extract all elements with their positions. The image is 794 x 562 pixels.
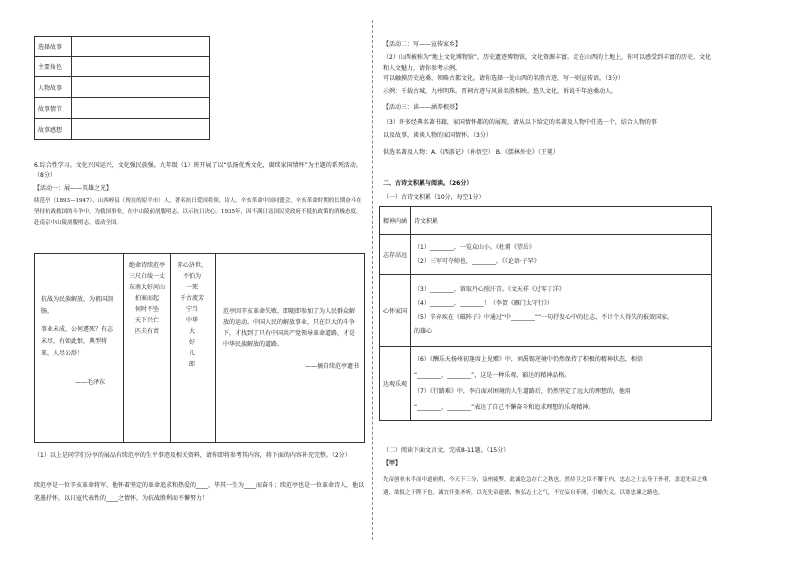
poetry-line: “________，________”表达了自己不懈奋斗和追求理想的乐观精神。 xyxy=(414,403,595,411)
story-row-label: 人物故事 xyxy=(35,77,72,98)
activity1-title: 【活动一：展——英雄之光】 xyxy=(34,185,113,192)
activity3-title: 【活动三：读——涵养根基】 xyxy=(383,104,462,111)
activity3-choices: 供选名著及人物：A.《西游记》（孙悟空） B.《儒林外史》（王冕） xyxy=(383,149,559,156)
poetry-head-label: 精神内涵 xyxy=(380,207,411,235)
story-table xyxy=(34,36,210,140)
poetry-line: （7）《行路难》中，李白面对困境的人生道路后，仍然坚定了远大的理想的，他用 xyxy=(414,387,631,395)
poetry-row-label: 志存高远 xyxy=(380,235,411,275)
panel-mid-left: 绝命诗续范亭 三尺白绫一丈 东南大好河山 拍案而起 何时不坠 天下兴亡 匹夫有责 xyxy=(128,262,165,335)
poetry-table xyxy=(379,206,712,421)
q6-sub1-fill: 续范亭是一位辛亥革命将军、他怀着坚定的革命追求和热爱的____，毕其一生为____而奋斗；续范亭也是一位革命诗人，他以笔墨抒怀，以日寇代表性的____之情怀，为抗战胜利而不懈努力！ xyxy=(34,482,365,502)
panel-mid: 赤心济世， 不怕为 一死 千古流芳 宁当 中华 大 好 儿 郎 xyxy=(176,262,207,368)
passage-jia-label: 【甲】 xyxy=(383,460,402,467)
activity2-example: 示例：千载古城，九州明珠。晋祠古迹与风景名胜相映。悠久文化，诉说千年沧桑动人。 xyxy=(383,88,618,95)
activity2-title: 【活动二：写——宣传家乡】 xyxy=(383,41,462,48)
page-divider xyxy=(372,20,373,540)
activity2-text-2: 可以触摸历史沧桑、领略古都文化。请你选择一处山西的名胜古迹，写一则宣传语。（3分） xyxy=(383,75,624,82)
poetry-line: （5）辛弃疾在《破阵子》中通过“中________”“一句抒发心中的壮志，不计个人得失的报效国家。 xyxy=(414,313,674,321)
story-row-label: 选择故事 xyxy=(35,37,72,57)
story-row-answer[interactable] xyxy=(72,37,210,57)
poetry-line: 的雄心 xyxy=(414,327,433,335)
panel-left-text: 事业未成，公何遽死？有志未尽，有如此恨，典型将来，人尽公辞！ xyxy=(41,326,114,357)
poetry-line: （6）《酬乐天扬州初逢席上见赠》中，刘禹锡逆境中仍然保持了积极的精神状态，相信 xyxy=(414,355,643,363)
poetry-row-content[interactable] xyxy=(411,275,712,347)
q6-sub1: （1）以上是同学们分享的展品有续范亭的生平事迹及相关资料，请你即将参考其内容，将下面的内容补充完整。（2分） xyxy=(34,452,351,459)
exhibit-panel xyxy=(34,253,365,443)
story-row-answer[interactable] xyxy=(72,57,210,77)
panel-right-text: 范亭因辛亥革命失败，即随即参加了为人民群众解放的运动。中国人民的解放事业，只在巨大的斗争下，才找到了只有中国共产党领导革命道路，才是中华民族解放的道路。 xyxy=(223,308,356,348)
activity3-text: （3）许多经典名著书籍，家国情怀都的的展现。请从以下给定的名著及人物中任选一个，结合人物的事 xyxy=(383,119,657,126)
poetry-line: （2）三军可夺帅也，________。《《论语·子罕》 xyxy=(414,257,540,265)
poetry-line: （3）________，留取丹心照汗青。《文天祥《过零丁洋》 xyxy=(414,285,565,293)
panel-right-divider xyxy=(215,254,216,442)
poetry-row-label: 心怀家国 xyxy=(380,275,411,347)
section2-sub1: （一）古诗文积累（10分，每空1分） xyxy=(383,194,485,201)
poetry-row-content[interactable] xyxy=(411,235,712,275)
q6-heading: 6.综合性学习。文化兴国运兴，文化强民族强。九年级（1）班开展了以“弘扬优秀文化，赓续家国情怀”为主题的系列活动。（8分） xyxy=(34,162,362,179)
panel-left-author: ——毛泽东 xyxy=(75,379,106,386)
poetry-line: （1）________，一览众山小。《杜甫《望岳》 xyxy=(414,243,535,251)
story-row-answer[interactable] xyxy=(72,98,210,119)
poetry-row-content[interactable] xyxy=(411,347,712,421)
poetry-row-label: 达观乐观 xyxy=(380,347,411,421)
story-row-answer[interactable] xyxy=(72,119,210,140)
poetry-line: （4）________，________！（李贺《雁门太守行》） xyxy=(414,299,553,307)
panel-left-poem: 抗战为民族解放，为祖国剖肠。 xyxy=(41,296,114,315)
panel-right-author: ——摘自续范亭遗书 xyxy=(305,363,360,370)
section2-title: 二、古诗文积累与阅读。（26分） xyxy=(383,180,473,187)
activity3-text-2: 以及故事，谈谈人物的家国情怀。（3分） xyxy=(383,132,492,139)
story-row-label: 主要角色 xyxy=(35,57,72,77)
passage-jia-text: 先帝创业未半而中道崩殂，今天下三分，益州疲弊，此诚危急存亡之秋也。然侍卫之臣不懈于内，忠志之士忘身于外者，盖追先帝之殊遇，欲报之于陛下也。诚宜开张圣听，以光先帝遗德，恢弘志士之气，不宜妄自菲薄，引喻失义，以塞忠谏之路也。 xyxy=(383,477,708,496)
story-row-label: 故事感想 xyxy=(35,119,72,140)
panel-left xyxy=(35,254,124,442)
poetry-head-content: 诗文积累 xyxy=(411,207,712,235)
poetry-line: “________，________”，这是一种乐观、豁达的精神品格。 xyxy=(414,371,571,379)
section2-sub2: （二）阅读下面文言文，完成8-11题。（15分） xyxy=(383,447,510,454)
activity2-text: （2）山西被称为“地上文化博物馆”，历史遗迹博物馆，文化资源丰富。走在山西的土地上，你可以感受到丰富的历史、文化和人文魅力，请你参考示例， xyxy=(383,54,712,72)
story-row-answer[interactable] xyxy=(72,77,210,98)
bio-text: 续范亭（1893—1947），山西崞县（现在的原平市）人，著名抗日爱国将领、诗人。辛亥革命中国同盟会，辛亥革命时期的长期奋斗在坚持抗战救国的斗争中，为救国事业，在中山陵前剖腹明志，以示抗日决心。1935年，因不满日寇国民党政府不抵抗政策的消极态度，赴南京中山陵剖腹明志，震动全国。 xyxy=(34,198,362,226)
story-row-label: 故事情节 xyxy=(35,98,72,119)
